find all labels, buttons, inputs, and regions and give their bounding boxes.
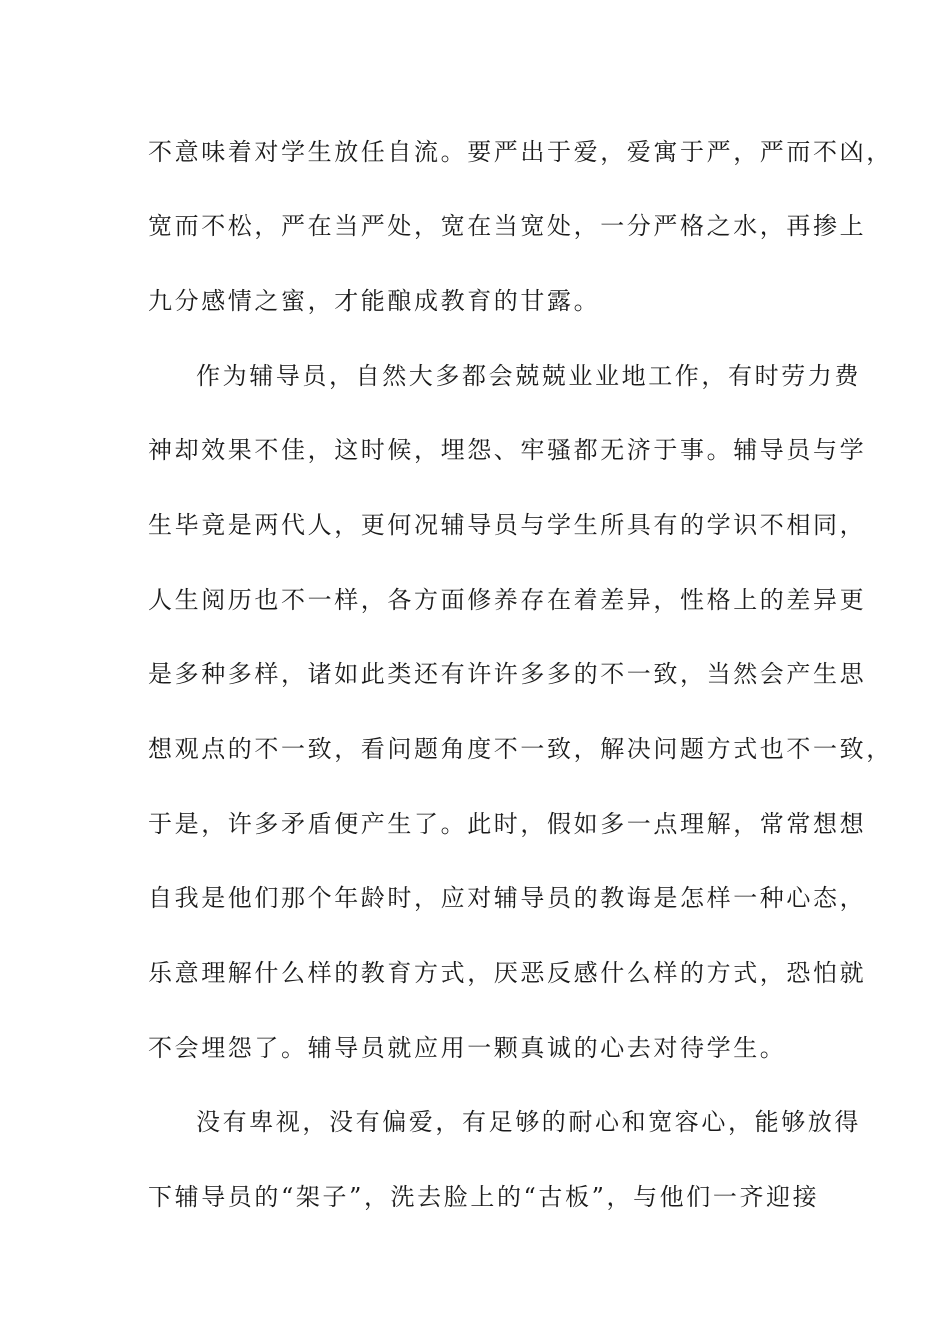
text-line: 神却效果不佳，这时候，埋怨、牢骚都无济于事。辅导员与学 bbox=[148, 436, 867, 464]
text-line: 乐意理解什么样的教育方式，厌恶反感什么样的方式，恐怕就 bbox=[148, 959, 867, 987]
text-line: 想观点的不一致，看问题角度不一致，解决问题方式也不一致， bbox=[148, 735, 893, 763]
text-line: 人生阅历也不一样，各方面修养存在着差异，性格上的差异更 bbox=[148, 586, 867, 614]
text-line: 不意味着对学生放任自流。要严出于爱，爱寓于严，严而不凶， bbox=[148, 138, 893, 166]
text-line: 下辅导员的“架子”，洗去脸上的“古板”，与他们一齐迎接 bbox=[148, 1183, 820, 1211]
text-line: 于是，许多矛盾便产生了。此时，假如多一点理解，常常想想 bbox=[148, 810, 867, 838]
text-line: 宽而不松，严在当严处，宽在当宽处，一分严格之水，再掺上 bbox=[148, 212, 867, 240]
text-line: 不会埋怨了。辅导员就应用一颗真诚的心去对待学生。 bbox=[148, 1034, 787, 1062]
paragraph-first-line: 作为辅导员，自然大多都会兢兢业业地工作，有时劳力费 bbox=[196, 362, 861, 390]
text-line: 生毕竟是两代人，更何况辅导员与学生所具有的学识不相同， bbox=[148, 511, 867, 539]
text-line: 九分感情之蜜，才能酿成教育的甘露。 bbox=[148, 287, 601, 315]
text-line: 自我是他们那个年龄时，应对辅导员的教诲是怎样一种心态， bbox=[148, 884, 867, 912]
paragraph-first-line: 没有卑视，没有偏爱，有足够的耐心和宽容心，能够放得 bbox=[196, 1108, 861, 1136]
text-line: 是多种多样，诸如此类还有许许多多的不一致，当然会产生思 bbox=[148, 660, 867, 688]
